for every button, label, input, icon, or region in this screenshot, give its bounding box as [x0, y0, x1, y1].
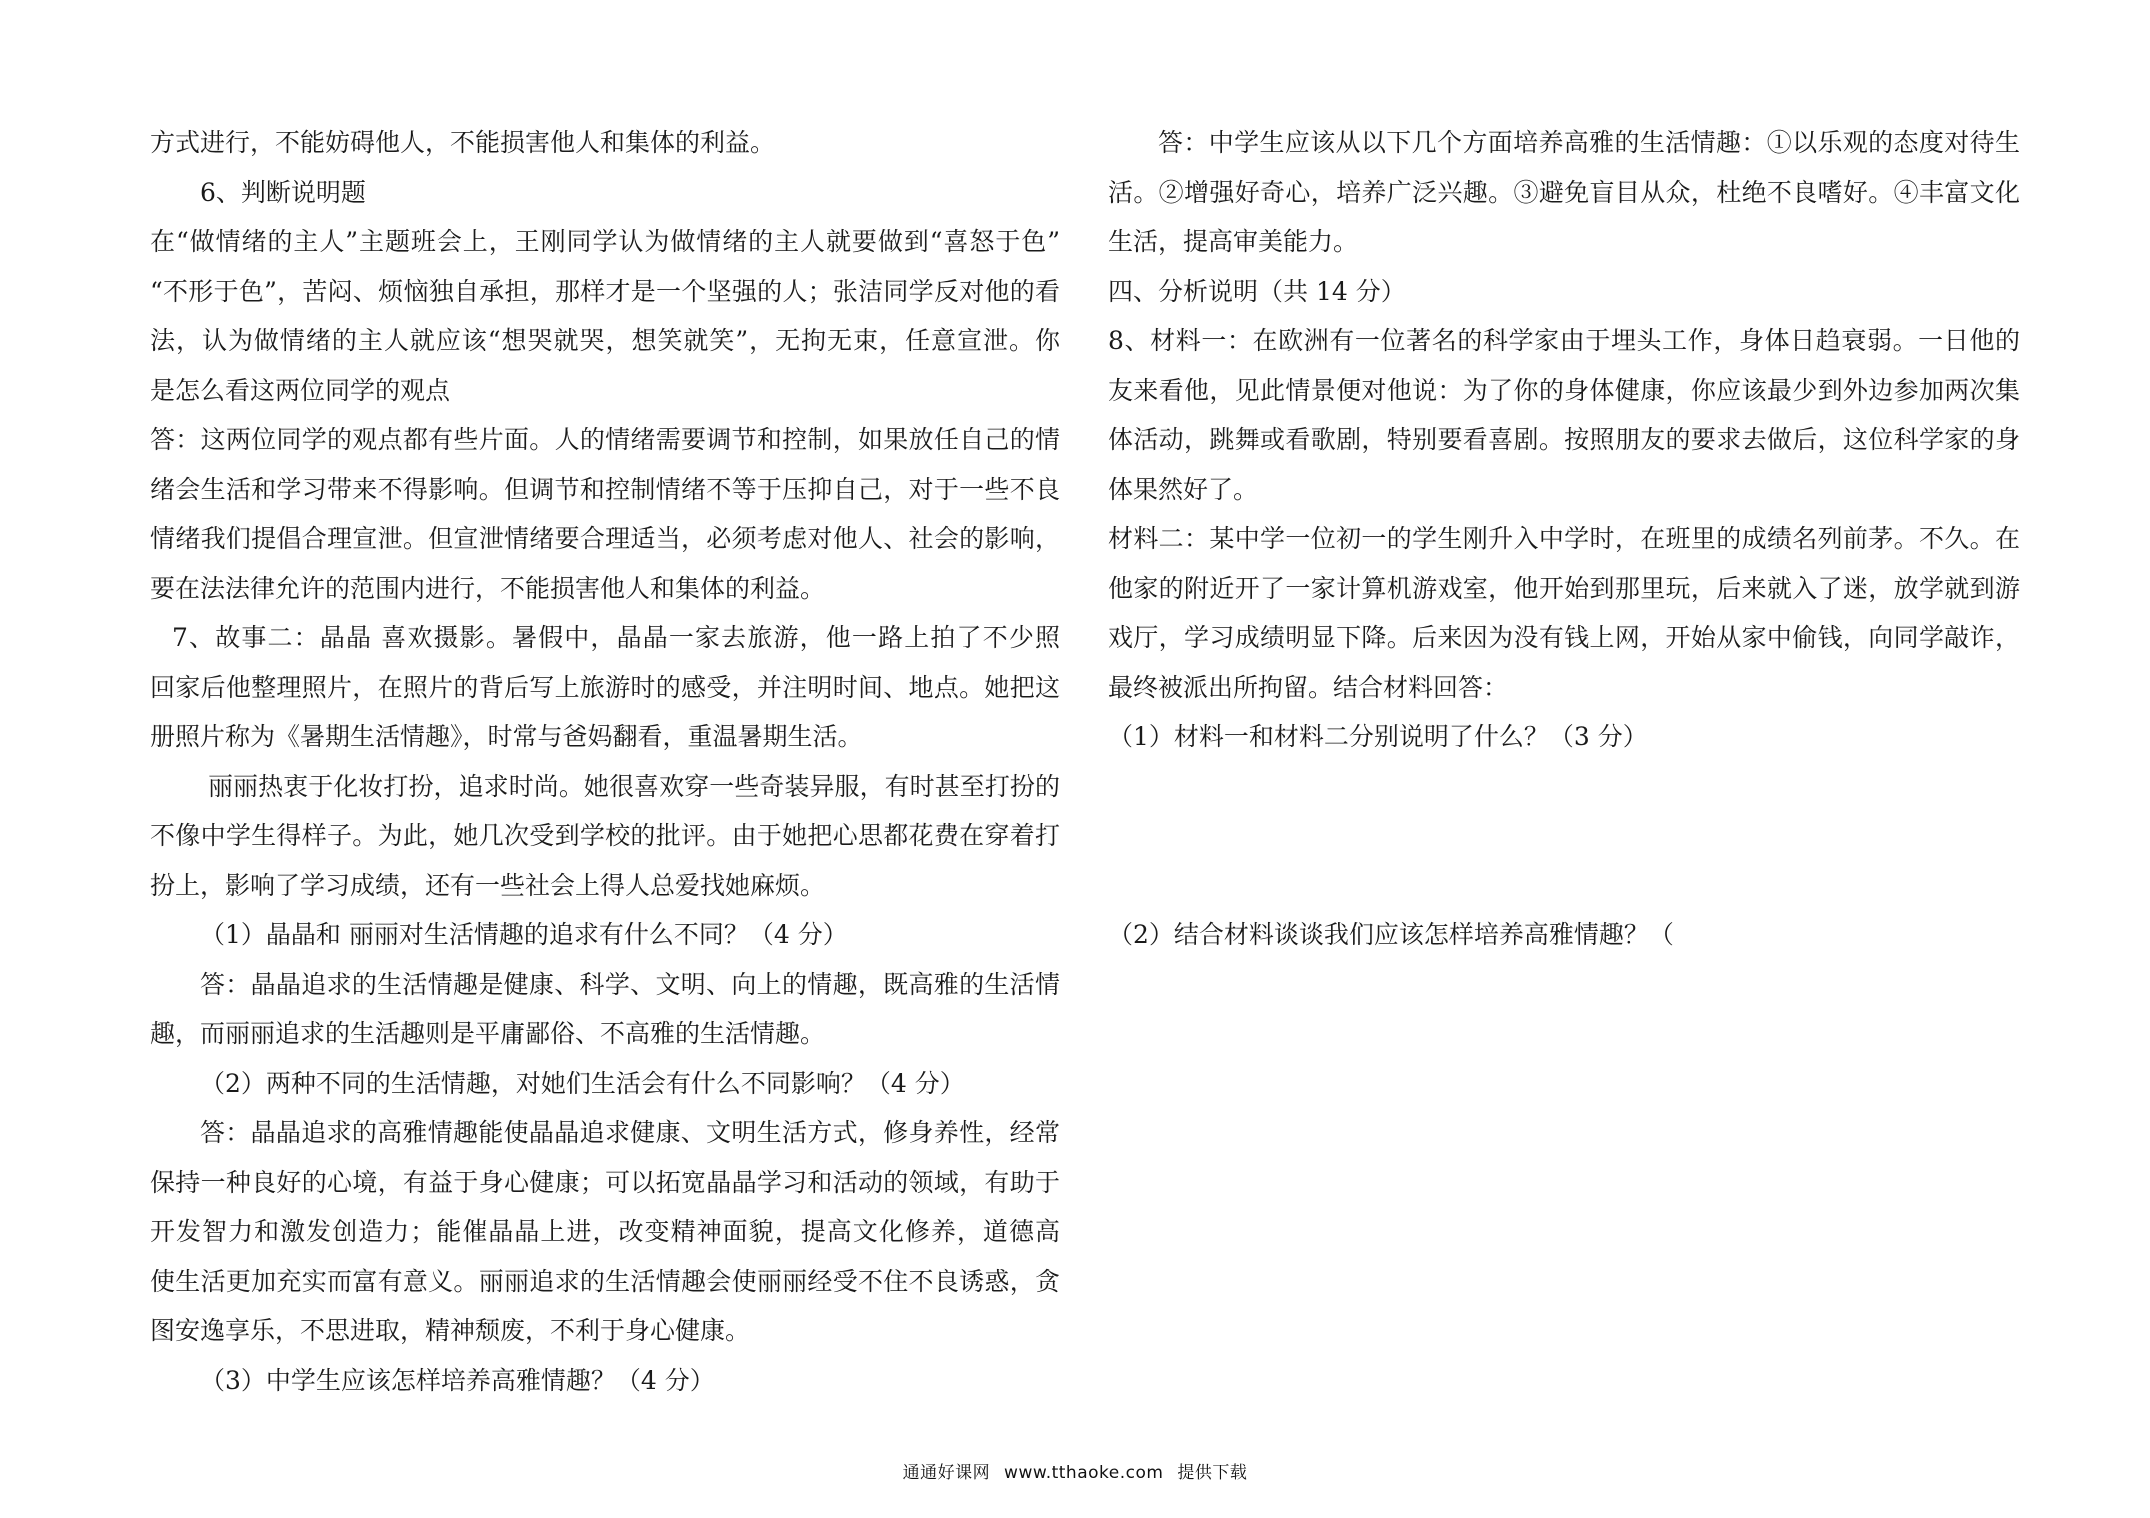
text-line: 体活动，跳舞或看歌剧，特别要看喜剧。按照朋友的要求去做后，这位科学家的身: [1108, 425, 2020, 454]
text-line: 扮上，影响了学习成绩，还有一些社会上得人总爱找她麻烦。: [150, 870, 826, 900]
text-line: 方式进行，不能妨碍他人，不能损害他人和集体的利益。: [150, 128, 776, 157]
text-line: 是怎么看这两位同学的观点: [150, 375, 451, 405]
text-line: 戏厅，学习成绩明显下降。后来因为没有钱上网，开始从家中偷钱，向同学敲诈，: [1108, 623, 2020, 652]
sub-question-2: （2）两种不同的生活情趣，对她们生活会有什么不同影响？（4 分）: [200, 1068, 965, 1098]
sub-question-2: （2）结合材料谈谈我们应该怎样培养高雅情趣？（: [1108, 919, 1674, 949]
footer-note: 提供下载: [1177, 1463, 1248, 1483]
page-footer: [0, 1458, 2150, 1483]
answer-line: 情绪我们提倡合理宣泄。但宣泄情绪要合理适当，必须考虑对他人、社会的影响，: [150, 524, 1060, 553]
question-heading-6: 6、判断说明题: [200, 177, 366, 207]
answer-line: 答：中学生应该从以下几个方面培养高雅的生活情趣：①以乐观的态度对待生: [1158, 128, 2020, 157]
question-heading-8: 8、材料一：在欧洲有一位著名的科学家由于埋头工作，身体日趋衰弱。一日他的: [1108, 326, 2020, 355]
answer-line: 使生活更加充实而富有意义。丽丽追求的生活情趣会使丽丽经受不住不良诱惑，贪: [150, 1266, 1060, 1296]
answer-line: 要在法法律允许的范围内进行，不能损害他人和集体的利益。: [150, 573, 826, 603]
text-line: 册照片称为《暑期生活情趣》，时常与爸妈翻看，重温暑期生活。: [150, 722, 863, 751]
footer-url: www.tthaoke.com: [1004, 1463, 1164, 1483]
answer-line: 开发智力和激发创造力；能催晶晶上进，改变精神面貌，提高文化修养，道德高: [150, 1217, 1060, 1246]
text-line: 在“做情绪的主人”主题班会上，王刚同学认为做情绪的主人就要做到“喜怒于色”: [150, 227, 1060, 256]
text-line: 体果然好了。: [1108, 474, 1259, 504]
left-column: [150, 118, 1060, 1405]
text-line: 材料二：某中学一位初一的学生刚升入中学时，在班里的成绩名列前茅。不久。在: [1108, 524, 2020, 553]
text-line: 他家的附近开了一家计算机游戏室，他开始到那里玩，后来就入了迷，放学就到游: [1108, 573, 2020, 603]
sub-question-1: （1）晶晶和 丽丽对生活情趣的追求有什么不同？（4 分）: [200, 920, 848, 949]
text-line: 丽丽热衷于化妆打扮，追求时尚。她很喜欢穿一些奇装异服，有时甚至打扮的: [208, 771, 1060, 801]
answer-line: 答：晶晶追求的生活情趣是健康、科学、文明、向上的情趣，既高雅的生活情: [200, 969, 1060, 999]
footer-site: 通通好课网: [902, 1463, 991, 1483]
answer-space: [1108, 762, 2020, 910]
answer-line: 图安逸享乐，不思进取，精神颓废，不利于身心健康。: [150, 1316, 751, 1345]
answer-line: 趣，而丽丽追求的生活趣则是平庸鄙俗、不高雅的生活情趣。: [150, 1019, 826, 1048]
text-line: 不像中学生得样子。为此，她几次受到学校的批评。由于她把心思都花费在穿着打: [150, 821, 1060, 850]
right-column: [1108, 118, 2020, 959]
text-line: 法，认为做情绪的主人就应该“想哭就哭，想笑就笑”，无拘无束，任意宣泄。你: [150, 326, 1060, 355]
answer-line: 生活，提高审美能力。: [1108, 227, 1359, 256]
answer-line: 保持一种良好的心境，有益于身心健康；可以拓宽晶晶学习和活动的领域，有助于: [150, 1167, 1060, 1197]
text-line: “不形于色”，苦闷、烦恼独自承担，那样才是一个坚强的人；张洁同学反对他的看: [150, 276, 1060, 306]
text-line: 友来看他，见此情景便对他说：为了你的身体健康，你应该最少到外边参加两次集: [1108, 375, 2020, 405]
sub-question-1: （1）材料一和材料二分别说明了什么？（3 分）: [1108, 722, 1648, 751]
answer-line: 答：这两位同学的观点都有些片面。人的情绪需要调节和控制，如果放任自己的情: [150, 425, 1060, 454]
answer-line: 绪会生活和学习带来不得影响。但调节和控制情绪不等于压抑自己，对于一些不良: [150, 474, 1060, 504]
answer-line: 答：晶晶追求的高雅情趣能使晶晶追求健康、文明生活方式，修身养性，经常: [200, 1118, 1060, 1147]
sub-question-3: （3）中学生应该怎样培养高雅情趣？（4 分）: [200, 1365, 715, 1395]
question-heading-7: 7、故事二：晶晶 喜欢摄影。暑假中，晶晶一家去旅游，他一路上拍了不少照: [172, 623, 1060, 652]
answer-line: 活。②增强好奇心，培养广泛兴趣。③避免盲目从众，杜绝不良嗜好。④丰富文化: [1108, 177, 2020, 207]
section-heading: 四、分析说明（共 14 分）: [1108, 276, 1406, 306]
text-line: 最终被派出所拘留。结合材料回答：: [1108, 672, 1509, 702]
text-line: 回家后他整理照片，在照片的背后写上旅游时的感受，并注明时间、地点。她把这: [150, 672, 1060, 702]
